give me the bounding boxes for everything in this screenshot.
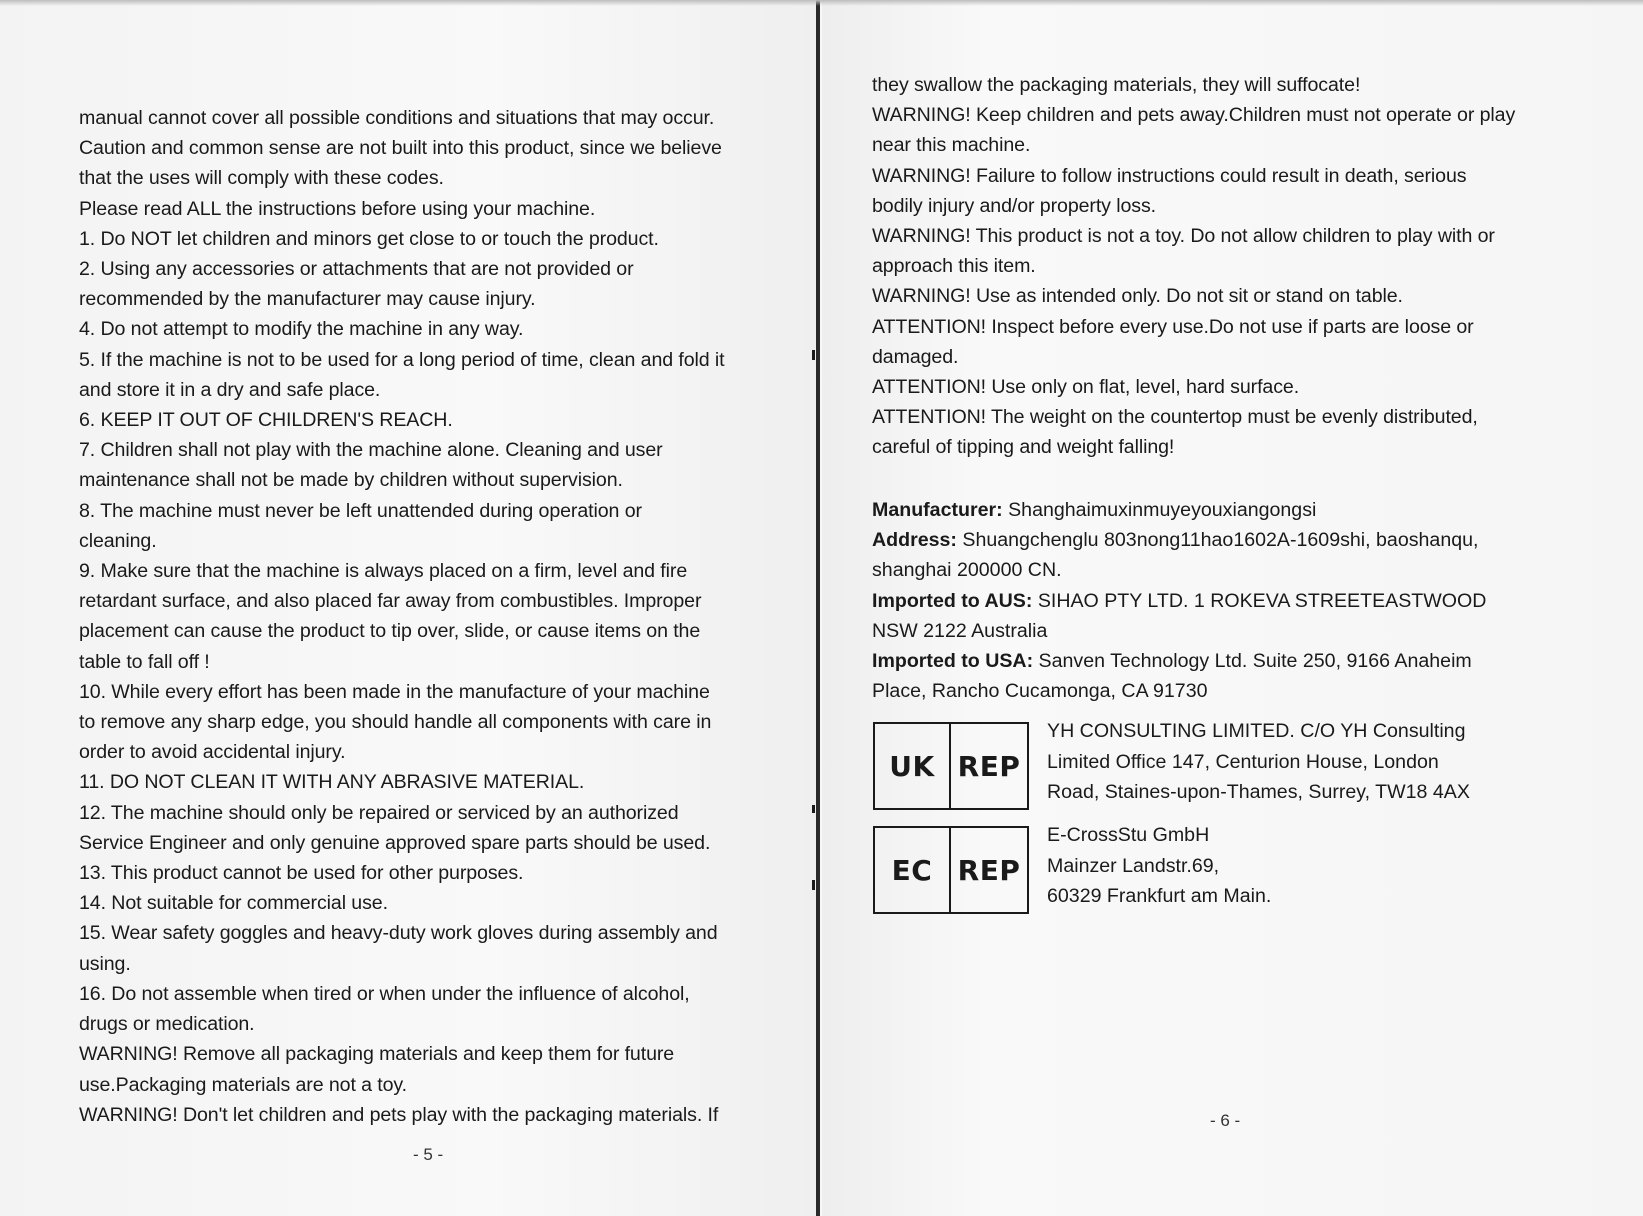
body-line: Please read ALL the instructions before using your machine.: [79, 197, 596, 220]
body-line: placement can cause the product to tip over, slide, or cause items on the: [79, 620, 701, 643]
page-number: - 5 -: [413, 1145, 444, 1164]
scan-edge-shadow: [0, 0, 1643, 6]
body-line: order to avoid accidental injury.: [79, 741, 346, 764]
ec-rep-line: Mainzer Landstr.69,: [1047, 854, 1220, 877]
address-line: [872, 525, 1592, 555]
body-line: damaged.: [872, 345, 959, 368]
body-line: drugs or medication.: [79, 1013, 255, 1036]
ec-rep-block: [873, 826, 1271, 914]
manufacturer-info: [872, 495, 1592, 706]
body-line: near this machine.: [872, 134, 1031, 157]
ec-rep-line: 60329 Frankfurt am Main.: [1047, 885, 1272, 907]
body-line: manual cannot cover all possible conditions and situations that may occur.: [79, 107, 715, 129]
importer-usa-line: [872, 646, 1592, 676]
body-line: 11. DO NOT CLEAN IT WITH ANY ABRASIVE MATERIAL.: [79, 771, 585, 794]
uk-rep-logo: [873, 722, 1029, 810]
body-line: approach this item.: [872, 255, 1036, 278]
body-line: ATTENTION! Use only on flat, level, hard surface.: [872, 376, 1300, 399]
body-line: ATTENTION! The weight on the countertop must be evenly distributed,: [872, 406, 1478, 429]
ec-rep-logo: [873, 826, 1029, 914]
importer-aus-line-2: NSW 2122 Australia: [872, 619, 1048, 642]
body-line: bodily injury and/or property loss.: [872, 194, 1157, 217]
uk-rep-line: Limited Office 147, Centurion House, London: [1047, 750, 1439, 773]
body-line: Caution and common sense are not built into this product, since we believe: [79, 137, 722, 160]
body-line: 13. This product cannot be used for other purposes.: [79, 862, 524, 885]
body-line: use.Packaging materials are not a toy.: [79, 1073, 408, 1096]
ec-rep-line: E-CrossStu GmbH: [1047, 824, 1210, 846]
body-line: WARNING! Failure to follow instructions could result in death, serious: [872, 164, 1467, 187]
body-line: using.: [79, 952, 131, 975]
manufacturer-value: Shanghaimuxinmuyeyouxiangongsi: [1002, 499, 1317, 521]
gutter-mark: [812, 350, 815, 360]
uk-rep-line: YH CONSULTING LIMITED. C/O YH Consulting: [1047, 720, 1466, 742]
body-line: WARNING! This product is not a toy. Do not allow children to play with or: [872, 225, 1495, 248]
body-line: 16. Do not assemble when tired or when under the influence of alcohol,: [79, 982, 690, 1005]
body-line: to remove any sharp edge, you should handle all components with care in: [79, 711, 712, 734]
uk-rep-box-left: UK: [875, 724, 951, 808]
uk-rep-block: [873, 722, 1470, 810]
importer-usa-line-2: Place, Rancho Cucamonga, CA 91730: [872, 680, 1208, 703]
body-line: 5. If the machine is not to be used for a long period of time, clean and fold it: [79, 348, 725, 371]
body-line: 4. Do not attempt to modify the machine in any way.: [79, 318, 524, 341]
body-line: 9. Make sure that the machine is always placed on a firm, level and fire: [79, 560, 688, 583]
body-line: WARNING! Don't let children and pets play with the packaging materials. If: [79, 1103, 719, 1126]
body-line: retardant surface, and also placed far away from combustibles. Improper: [79, 590, 702, 613]
importer-usa-value: Sanven Technology Ltd. Suite 250, 9166 Anaheim: [1033, 650, 1472, 673]
left-page-body: [79, 103, 795, 1130]
ec-rep-address: [1047, 820, 1271, 912]
body-line: maintenance shall not be made by children without supervision.: [79, 469, 623, 492]
importer-aus-label: Imported to AUS:: [872, 589, 1033, 612]
body-line: they swallow the packaging materials, they will suffocate!: [872, 74, 1361, 96]
importer-usa-label: Imported to USA:: [872, 650, 1034, 673]
body-line: 6. KEEP IT OUT OF CHILDREN'S REACH.: [79, 409, 453, 432]
book-gutter: [816, 0, 820, 1216]
body-line: Service Engineer and only genuine approved spare parts should be used.: [79, 831, 711, 854]
body-line: 10. While every effort has been made in the manufacture of your machine: [79, 680, 710, 703]
body-line: ATTENTION! Inspect before every use.Do not use if parts are loose or: [872, 315, 1474, 338]
body-line: WARNING! Keep children and pets away.Children must not operate or play: [872, 104, 1516, 127]
uk-rep-line: Road, Staines-upon-Thames, Surrey, TW18 4AX: [1047, 781, 1470, 803]
body-line: cleaning.: [79, 529, 157, 552]
uk-rep-box-right: REP: [957, 749, 1021, 783]
page-number: - 6 -: [1210, 1111, 1241, 1130]
address-label: Address:: [872, 529, 957, 552]
body-line: that the uses will comply with these codes.: [79, 167, 444, 190]
body-line: 1. Do NOT let children and minors get close to or touch the product.: [79, 227, 659, 250]
importer-aus-value: SIHAO PTY LTD. 1 ROKEVA STREETEASTWOOD: [1032, 589, 1487, 612]
manufacturer-label: Manufacturer:: [872, 499, 1003, 521]
body-line: 12. The machine should only be repaired or serviced by an authorized: [79, 801, 679, 824]
ec-rep-box-right: REP: [957, 853, 1021, 887]
address-line-2: shanghai 200000 CN.: [872, 559, 1062, 582]
left-page: [0, 0, 818, 1216]
body-line: 14. Not suitable for commercial use.: [79, 892, 388, 915]
body-line: 15. Wear safety goggles and heavy-duty work gloves during assembly and: [79, 922, 718, 945]
address-value: Shuangchenglu 803nong11hao1602A-1609shi, baoshanqu,: [956, 529, 1479, 552]
importer-aus-line: [872, 586, 1592, 616]
body-line: 8. The machine must never be left unattended during operation or: [79, 499, 642, 522]
ec-rep-box-left: EC: [875, 828, 951, 912]
body-line: and store it in a dry and safe place.: [79, 378, 381, 401]
uk-rep-address: [1047, 716, 1470, 808]
body-line: careful of tipping and weight falling!: [872, 436, 1175, 459]
gutter-mark: [812, 880, 815, 890]
body-line: 7. Children shall not play with the machine alone. Cleaning and user: [79, 439, 663, 462]
body-line: recommended by the manufacturer may cause injury.: [79, 288, 536, 311]
body-line: WARNING! Use as intended only. Do not sit or stand on table.: [872, 285, 1403, 308]
manufacturer-line: [872, 495, 1592, 525]
body-line: table to fall off !: [79, 650, 210, 673]
right-page-body: [872, 70, 1592, 463]
body-line: 2. Using any accessories or attachments that are not provided or: [79, 258, 634, 281]
body-line: WARNING! Remove all packaging materials and keep them for future: [79, 1043, 675, 1066]
gutter-mark: [812, 805, 815, 813]
